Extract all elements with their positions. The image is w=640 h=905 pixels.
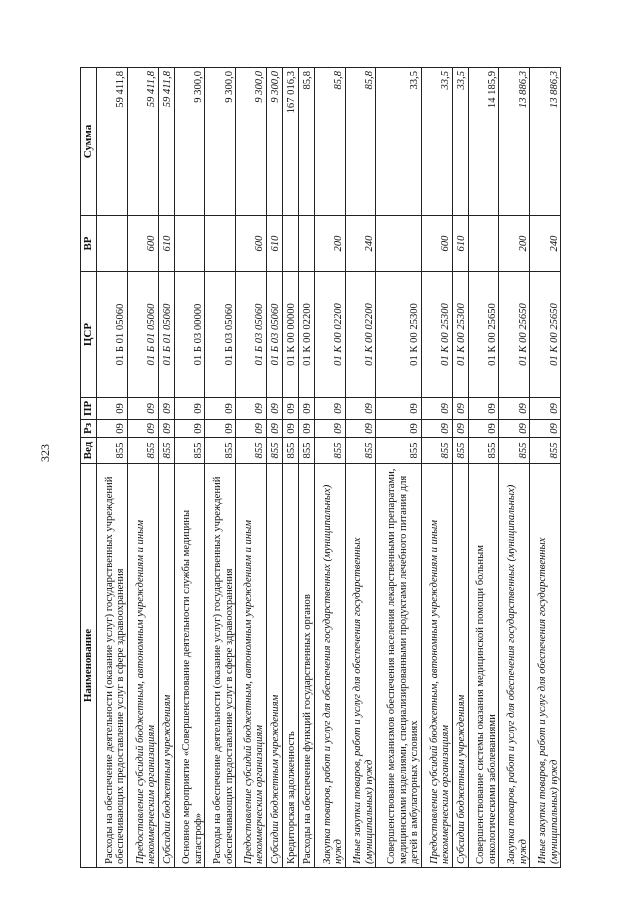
cell-rz: 09 xyxy=(298,420,314,438)
cell-csr: 01 Б 03 05060 xyxy=(266,272,282,398)
cell-sum: 9 300,0 xyxy=(236,68,267,216)
cell-sum: 59 411,8 xyxy=(158,68,174,216)
cell-csr: 01 К 00 25650 xyxy=(530,272,561,398)
cell-pr: 09 xyxy=(499,398,530,420)
cell-sum: 14 185,9 xyxy=(468,68,499,216)
cell-sum: 59 411,8 xyxy=(127,68,158,216)
cell-rz: 09 xyxy=(236,420,267,438)
table-row xyxy=(421,68,452,868)
cell-rz: 09 xyxy=(314,420,345,438)
table-row xyxy=(174,68,205,868)
cell-sum: 33,5 xyxy=(452,68,468,216)
cell-ved: 855 xyxy=(158,438,174,464)
cell-ved: 855 xyxy=(236,438,267,464)
cell-name: Закупка товаров, работ и услуг для обеспечения государственных (муниципальных) нужд xyxy=(314,464,345,868)
cell-rz: 09 xyxy=(266,420,282,438)
header-name: Наименование xyxy=(81,464,97,868)
cell-pr: 09 xyxy=(345,398,376,420)
cell-pr: 09 xyxy=(266,398,282,420)
cell-pr: 09 xyxy=(282,398,298,420)
cell-vr xyxy=(468,216,499,272)
cell-sum: 85,8 xyxy=(314,68,345,216)
cell-ved: 855 xyxy=(174,438,205,464)
cell-csr: 01 Б 01 05060 xyxy=(97,272,128,398)
cell-name: Предоставление субсидий бюджетным, автономным учреждениям и иным некоммерческим организациям xyxy=(236,464,267,868)
cell-vr xyxy=(205,216,236,272)
cell-sum: 33,5 xyxy=(421,68,452,216)
cell-name: Расходы на обеспечение деятельности (оказание услуг) государственных учреждений обеспечивающих предоставление услуг в сфере здравоохранения xyxy=(97,464,128,868)
cell-vr: 600 xyxy=(127,216,158,272)
cell-rz: 09 xyxy=(452,420,468,438)
cell-csr: 01 Б 03 00000 xyxy=(174,272,205,398)
table-row xyxy=(205,68,236,868)
cell-rz: 09 xyxy=(158,420,174,438)
cell-rz: 09 xyxy=(282,420,298,438)
cell-rz: 09 xyxy=(345,420,376,438)
header-pr: ПР xyxy=(81,398,97,420)
cell-ved: 855 xyxy=(499,438,530,464)
table-header-row xyxy=(81,68,97,868)
cell-name: Предоставление субсидий бюджетным, автономным учреждениям и иным некоммерческим организациям xyxy=(421,464,452,868)
cell-name: Расходы на обеспечение деятельности (оказание услуг) государственных учреждений обеспечивающих предоставление услуг в сфере здравоохранения xyxy=(205,464,236,868)
cell-vr: 600 xyxy=(236,216,267,272)
cell-csr: 01 К 00 02200 xyxy=(298,272,314,398)
cell-rz: 09 xyxy=(205,420,236,438)
table-row xyxy=(376,68,421,868)
cell-csr: 01 К 00 00000 xyxy=(282,272,298,398)
cell-csr: 01 Б 03 05060 xyxy=(236,272,267,398)
cell-csr: 01 К 00 25300 xyxy=(421,272,452,398)
cell-vr xyxy=(174,216,205,272)
cell-vr: 610 xyxy=(452,216,468,272)
cell-name: Основное мероприятие «Совершенствование деятельности службы медицины катастроф» xyxy=(174,464,205,868)
cell-vr xyxy=(376,216,421,272)
cell-sum: 13 886,3 xyxy=(499,68,530,216)
cell-pr: 09 xyxy=(314,398,345,420)
cell-name: Совершенствование системы оказания медицинской помощи больным онкологическими заболеваниями xyxy=(468,464,499,868)
table-row xyxy=(127,68,158,868)
cell-pr: 09 xyxy=(376,398,421,420)
table-row xyxy=(499,68,530,868)
cell-name: Субсидии бюджетным учреждениям xyxy=(266,464,282,868)
cell-sum: 9 300,0 xyxy=(266,68,282,216)
cell-rz: 09 xyxy=(127,420,158,438)
table-body xyxy=(97,68,561,868)
table-row xyxy=(97,68,128,868)
cell-rz: 09 xyxy=(499,420,530,438)
cell-ved: 855 xyxy=(376,438,421,464)
header-vr: ВР xyxy=(81,216,97,272)
cell-pr: 09 xyxy=(236,398,267,420)
cell-pr: 09 xyxy=(158,398,174,420)
cell-vr xyxy=(97,216,128,272)
table-row xyxy=(468,68,499,868)
table-row xyxy=(530,68,561,868)
cell-vr: 240 xyxy=(530,216,561,272)
cell-ved: 855 xyxy=(266,438,282,464)
cell-pr: 09 xyxy=(468,398,499,420)
cell-pr: 09 xyxy=(127,398,158,420)
cell-rz: 09 xyxy=(530,420,561,438)
cell-ved: 855 xyxy=(298,438,314,464)
table-row xyxy=(314,68,345,868)
cell-rz: 09 xyxy=(174,420,205,438)
cell-ved: 855 xyxy=(345,438,376,464)
cell-vr: 610 xyxy=(266,216,282,272)
cell-ved: 855 xyxy=(530,438,561,464)
cell-rz: 09 xyxy=(376,420,421,438)
cell-rz: 09 xyxy=(421,420,452,438)
cell-vr: 240 xyxy=(345,216,376,272)
cell-name: Расходы на обеспечение функций государственных органов xyxy=(298,464,314,868)
cell-sum: 167 016,3 xyxy=(282,68,298,216)
cell-vr: 610 xyxy=(158,216,174,272)
cell-sum: 85,8 xyxy=(345,68,376,216)
cell-pr: 09 xyxy=(97,398,128,420)
cell-csr: 01 К 00 25650 xyxy=(499,272,530,398)
cell-csr: 01 К 00 25300 xyxy=(376,272,421,398)
cell-pr: 09 xyxy=(174,398,205,420)
cell-name: Субсидии бюджетным учреждениям xyxy=(158,464,174,868)
cell-csr: 01 Б 01 05060 xyxy=(127,272,158,398)
cell-sum: 59 411,8 xyxy=(97,68,128,216)
cell-csr: 01 К 00 25650 xyxy=(468,272,499,398)
cell-pr: 09 xyxy=(205,398,236,420)
cell-name: Иные закупки товаров, работ и услуг для обеспечения государственных (муниципальных) нужд xyxy=(345,464,376,868)
table-row xyxy=(236,68,267,868)
cell-pr: 09 xyxy=(452,398,468,420)
cell-sum: 85,8 xyxy=(298,68,314,216)
cell-ved: 855 xyxy=(421,438,452,464)
header-ved: Вед xyxy=(81,438,97,464)
cell-name: Закупка товаров, работ и услуг для обеспечения государственных (муниципальных) нужд xyxy=(499,464,530,868)
cell-ved: 855 xyxy=(282,438,298,464)
cell-rz: 09 xyxy=(468,420,499,438)
cell-ved: 855 xyxy=(314,438,345,464)
header-csr: ЦСР xyxy=(81,272,97,398)
table-row xyxy=(158,68,174,868)
cell-vr: 200 xyxy=(499,216,530,272)
cell-vr xyxy=(282,216,298,272)
cell-pr: 09 xyxy=(530,398,561,420)
cell-csr: 01 К 00 02200 xyxy=(345,272,376,398)
budget-table-container xyxy=(80,68,561,868)
cell-vr: 600 xyxy=(421,216,452,272)
cell-name: Субсидии бюджетным учреждениям xyxy=(452,464,468,868)
cell-name: Совершенствование механизмов обеспечения населения лекарственными препаратами, медицинскими изделиями, специализированными продуктами лечебного питания для детей в амбулаторных условиях xyxy=(376,464,421,868)
cell-sum: 13 886,3 xyxy=(530,68,561,216)
table-row xyxy=(282,68,298,868)
cell-ved: 855 xyxy=(452,438,468,464)
table-row xyxy=(452,68,468,868)
cell-sum: 33,5 xyxy=(376,68,421,216)
header-rz: Рз xyxy=(81,420,97,438)
cell-name: Предоставление субсидий бюджетным, автономным учреждениям и иным некоммерческим организациям xyxy=(127,464,158,868)
cell-sum: 9 300,0 xyxy=(174,68,205,216)
table-row xyxy=(266,68,282,868)
cell-sum: 9 300,0 xyxy=(205,68,236,216)
cell-csr: 01 Б 01 05060 xyxy=(158,272,174,398)
cell-rz: 09 xyxy=(97,420,128,438)
cell-vr xyxy=(298,216,314,272)
table-row xyxy=(345,68,376,868)
cell-csr: 01 К 00 02200 xyxy=(314,272,345,398)
cell-pr: 09 xyxy=(421,398,452,420)
cell-ved: 855 xyxy=(127,438,158,464)
cell-csr: 01 Б 03 05060 xyxy=(205,272,236,398)
cell-vr: 200 xyxy=(314,216,345,272)
header-sum: Сумма xyxy=(81,68,97,216)
cell-ved: 855 xyxy=(205,438,236,464)
cell-ved: 855 xyxy=(468,438,499,464)
cell-pr: 09 xyxy=(298,398,314,420)
table-row xyxy=(298,68,314,868)
budget-table xyxy=(80,67,561,868)
cell-ved: 855 xyxy=(97,438,128,464)
cell-name: Кредиторская задолженность xyxy=(282,464,298,868)
cell-csr: 01 К 00 25300 xyxy=(452,272,468,398)
cell-name: Иные закупки товаров, работ и услуг для обеспечения государственных (муниципальных) нужд xyxy=(530,464,561,868)
page-number: 323 xyxy=(38,444,52,462)
